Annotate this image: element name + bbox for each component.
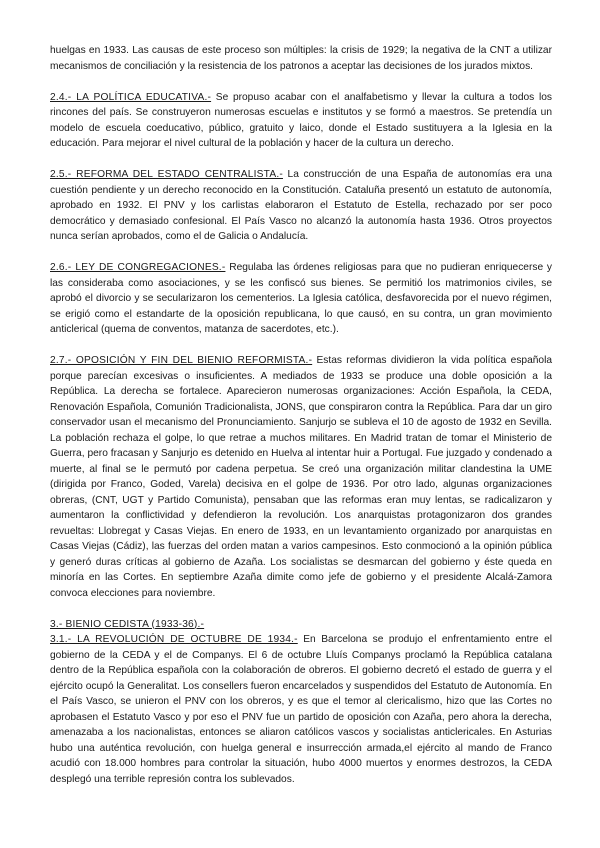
- section-2-5-body: La construcción de una España de autonomías era una cuestión pendiente y un derecho reconocido en la Constitución. Cataluña presentó un estatuto de autonomía, aprobado en 1932. El PNV y los carlistas elaboraron el Estatuto de Estella, rechazado por ser poco democrático y demasiado confesional. El País Vasco no alcanzó la autonomía hasta 1936. Otros proyectos nunca serían aprobados, como el de Galicia o Andalucía.: [50, 169, 552, 242]
- section-2-4-heading: 2.4.- LA POLÍTICA EDUCATIVA.-: [50, 91, 212, 103]
- section-2-7-body: Estas reformas dividieron la vida política española porque parecían excesivas o insuficientes. A mediados de 1933 se produce una doble oposición a la República. La derecha se fortalece. Aparecieron numerosas organizaciones: Acción Española, la CEDA, Renovación Española, Comunión Tradicionalista, JONS, que conspiraron contra la República. Para dar un giro conservador usan el mecanismo del Pronunciamiento. Sanjurjo se subleva el 10 de agosto de 1932 en Sevilla. La población rechaza el golpe, lo que retrae a muchos militares. En Madrid tratan de tomar el Ministerio de Guerra, pero fracasan y Sanjurjo es detenido en Huelva al intentar huir a Portugal. Fue juzgado y condenado a muerte, al final se le permutó por cadena perpetua. Se creó una organización militar clandestina la UME (dirigida por Franco, Goded, Varela) decisiva en el golpe de 1936. Por otro lado, algunas organizaciones obreras, (CNT, UGT y Partido Comunista), pensaban que las reformas eran muy lentas, se radicalizaron y aumentaron la conflictividad y defendieron la revolución. Los anarquistas protagonizaron dos grandes revueltas: Llobregat y Casas Viejas. En enero de 1933, en un levantamiento organizado por anarquistas en Casas Viejas (Cádiz), las fuerzas del orden matan a varios campesinos. Esto conmocionó a la opinión pública y generó duras críticas al gobierno de Azaña. Los socialistas se desmarcan del gobierno y éste queda en minoría en las Cortes. En septiembre Azaña dimite como jefe de gobierno y el presidente Alcalá-Zamora convoca elecciones para noviembre.: [50, 355, 553, 599]
- section-3-1-body: En Barcelona se produjo el enfrentamiento entre el gobierno de la CEDA y el de Companys. El 6 de octubre Lluís Companys proclamó la República catalana dentro de la República española con la colaboración de obreros. El gobierno decretó el estado de guerra y el ejército ocupó la Generalitat. Los consellers fueron encarcelados y suspendidos del Estatuto de Autonomía. En el País Vasco, se unieron el PNV con los obreros, y es que el temor al clericalismo, hizo que las Cortes no aprobasen el Estatuto Vasco y por eso el PNV fue un partido de oposición con Azaña, pero ahora la derecha, amenazaba a los nacionalistas, entonces se aliaron católicos vascos y socialistas anticlericales. En Asturias hubo una auténtica revolución, con huelga general e insurrección armada,el ejército al mando de Franco acudió con 18.000 hombres para controlar la situación, hubo 4000 muertos y enormes destrozos, la CEDA desplegó una terrible represión contra los sublevados.: [50, 634, 552, 785]
- section-2-4-paragraph: [50, 90, 552, 152]
- intro-text: huelgas en 1933. Las causas de este proceso son múltiples: la crisis de 1929; la negativa de la CNT a utilizar mecanismos de conciliación y la resistencia de los patronos a aceptar las decisiones de los jurados mixtos.: [50, 45, 552, 72]
- section-2-4-body: Se propuso acabar con el analfabetismo y llevar la cultura a todos los rincones del país. Se construyeron numerosas escuelas e institutos y se formó a maestros. Se pretendía un modelo de escuela coeducativo, público, gratuito y laico, donde el Estado sustituyera a la Iglesia en la educación. Para mejorar el nivel cultural de la población y hacer de la cultura un derecho.: [50, 91, 552, 149]
- chapter-3-title-line: [50, 617, 552, 633]
- section-3-1-heading: 3.1.- LA REVOLUCIÓN DE OCTUBRE DE 1934.-: [50, 634, 298, 645]
- chapter-3-title: 3.- BIENIO CEDISTA (1933-36).-: [50, 618, 205, 630]
- section-2-6-paragraph: [50, 260, 552, 338]
- section-2-6-heading: 2.6.- LEY DE CONGREGACIONES.-: [50, 262, 226, 273]
- intro-paragraph: [50, 43, 552, 74]
- section-2-5-paragraph: [50, 167, 552, 245]
- document-page: [50, 43, 552, 803]
- section-2-7-heading: 2.7.- OPOSICIÓN Y FIN DEL BIENIO REFORMISTA.-: [50, 355, 313, 366]
- section-2-7-paragraph: [50, 353, 552, 601]
- section-3-1-paragraph: [50, 632, 552, 787]
- section-2-5-heading: 2.5.- REFORMA DEL ESTADO CENTRALISTA.-: [50, 169, 283, 180]
- section-2-6-body: Regulaba las órdenes religiosas para que no pudieran enriquecerse y las consideraba como asociaciones, y se les confiscó sus bienes. Se permitió los matrimonios civiles, se aprobó el divorcio y se secularizaron los cementerios. La Iglesia católica, desfavorecida por el nuevo régimen, se erigió como el estandarte de la oposición republicana, lo que causó, en su contra, un gran movimiento anticlerical (quema de conventos, matanza de sacerdotes, etc.).: [50, 262, 552, 335]
